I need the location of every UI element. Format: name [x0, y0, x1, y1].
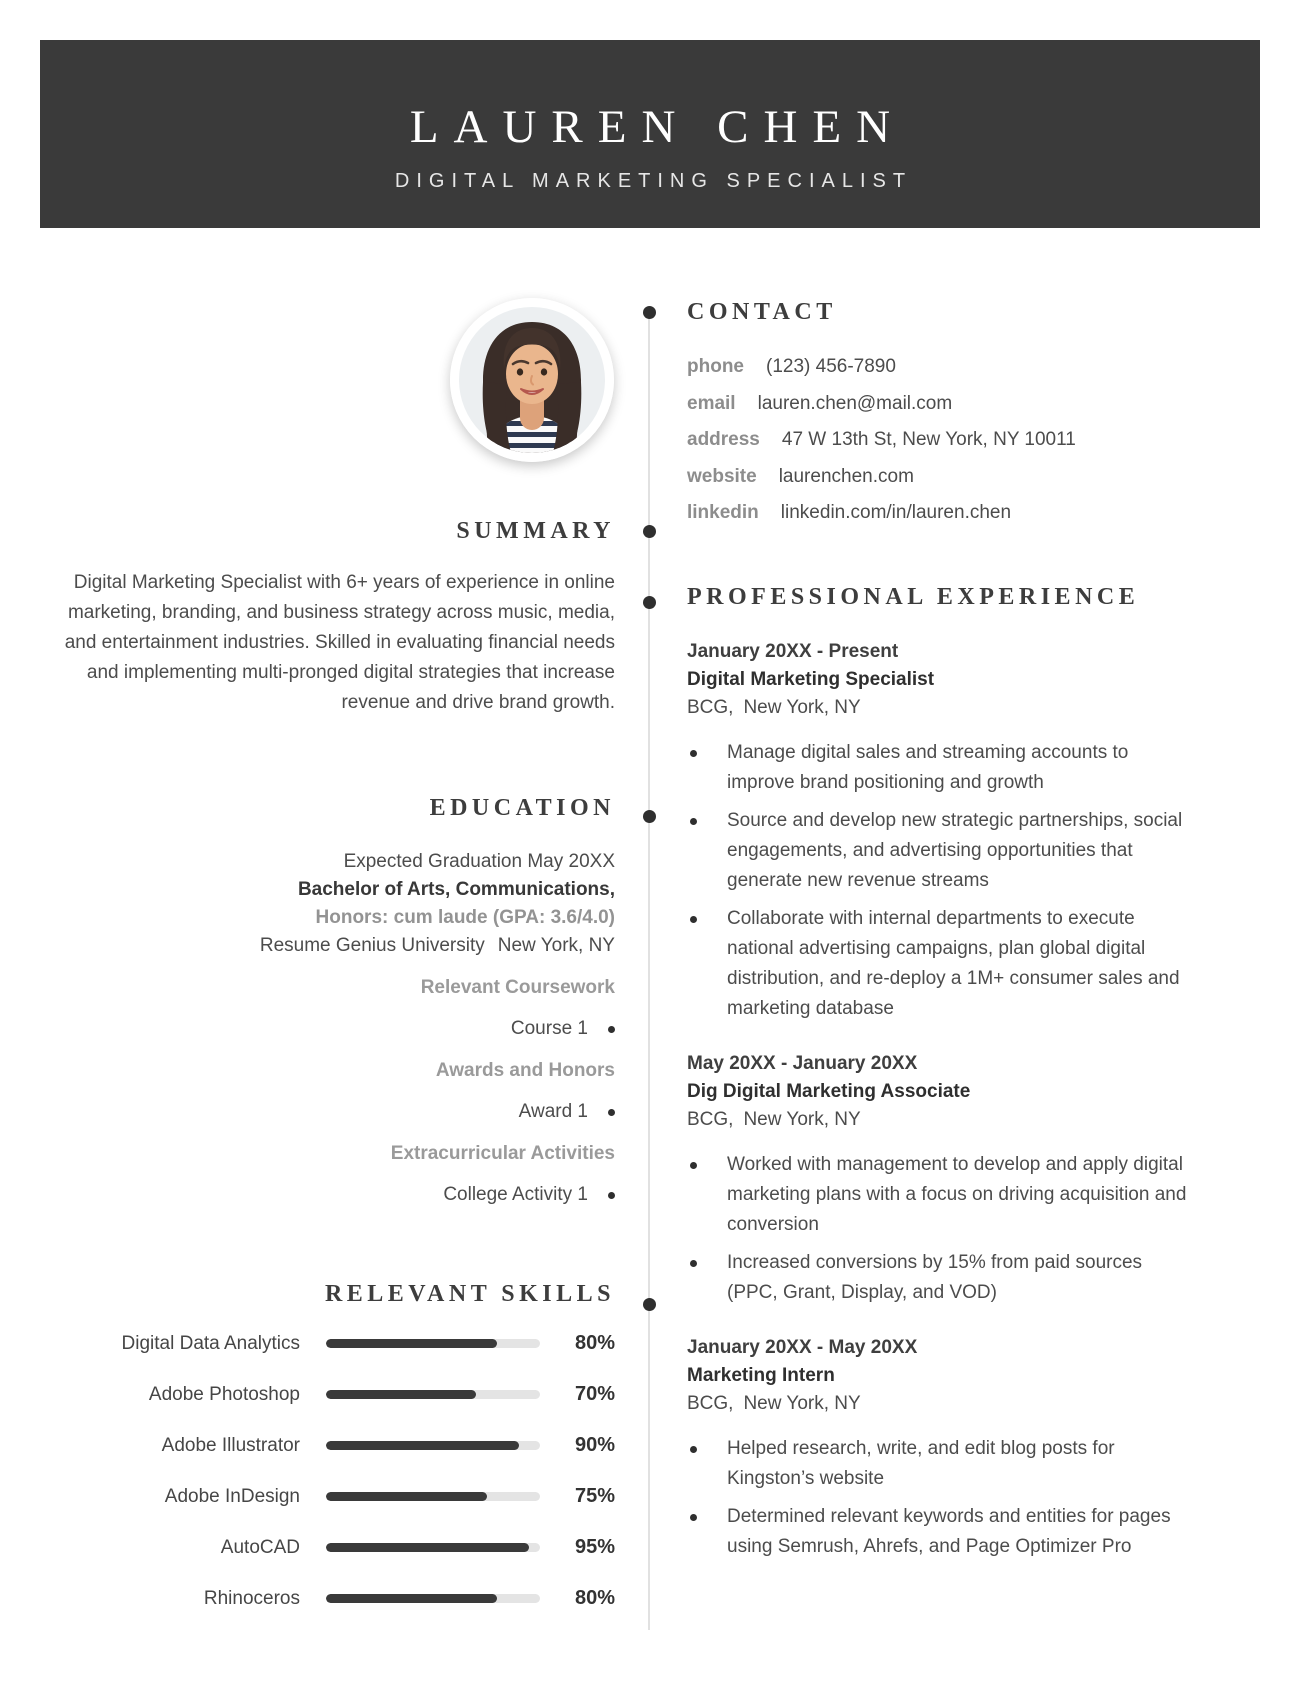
skill-name: Digital Data Analytics — [121, 1332, 300, 1354]
contact-value: laurenchen.com — [778, 465, 914, 487]
summary-section — [45, 516, 615, 718]
job-bullet — [687, 806, 1192, 896]
education-item-text: Award 1 — [518, 1101, 588, 1122]
job-company-line — [687, 1390, 1192, 1418]
job-bullet-list — [687, 1150, 1192, 1308]
skill-row — [45, 1573, 615, 1624]
skill-name: Rhinoceros — [203, 1587, 300, 1609]
skill-percent: 80% — [574, 1587, 615, 1609]
bullet-dot-icon — [608, 1109, 615, 1116]
education-item-text: Course 1 — [510, 1018, 588, 1039]
contact-row — [687, 499, 1192, 527]
experience-section — [687, 582, 1192, 1570]
job-entry — [687, 1334, 1192, 1562]
job-bullet — [687, 1434, 1192, 1494]
job-bullet — [687, 1502, 1192, 1562]
job-location: New York, NY — [743, 1393, 861, 1414]
job-bullet-text: Determined relevant keywords and entities for pages using Semrush, Ahrefs, and Page Optimizer Pro — [727, 1506, 1171, 1557]
timeline-dot-education — [643, 810, 656, 823]
job-entry — [687, 1050, 1192, 1308]
contact-heading: CONTACT — [687, 299, 837, 325]
skills-section — [45, 1279, 615, 1624]
job-company-line — [687, 1106, 1192, 1134]
bullet-dot-icon — [608, 1026, 615, 1033]
education-group-item — [45, 1015, 615, 1043]
education-item-text: College Activity 1 — [443, 1184, 588, 1205]
skill-row — [45, 1420, 615, 1471]
header-banner — [40, 40, 1260, 228]
bullet-dot-icon — [690, 750, 697, 757]
contact-label: website — [687, 465, 757, 487]
skill-name: Adobe Photoshop — [148, 1383, 300, 1405]
contact-value: 47 W 13th St, New York, NY 10011 — [781, 429, 1076, 450]
job-bullet-text: Manage digital sales and streaming accounts to improve brand positioning and growth — [727, 742, 1129, 793]
skill-percent: 75% — [574, 1485, 615, 1507]
bullet-dot-icon — [690, 1260, 697, 1267]
bullet-dot-icon — [608, 1192, 615, 1199]
job-dates: January 20XX - Present — [687, 641, 899, 662]
timeline-dot-experience — [643, 596, 656, 609]
skill-bar-track — [326, 1492, 540, 1501]
bullet-dot-icon — [690, 818, 697, 825]
education-section — [45, 793, 615, 1209]
education-location: New York, NY — [497, 935, 615, 956]
skill-percent: 95% — [574, 1536, 615, 1558]
education-honors: Honors: cum laude (GPA: 3.6/4.0) — [315, 907, 615, 928]
profile-photo — [450, 298, 614, 462]
job-bullet-list — [687, 738, 1192, 1024]
bullet-dot-icon — [690, 1162, 697, 1169]
job-company-line — [687, 694, 1192, 722]
skill-bar-fill — [326, 1594, 497, 1603]
skill-bar-fill — [326, 1492, 487, 1501]
skill-row — [45, 1369, 615, 1420]
job-bullet-text: Collaborate with internal departments to execute national advertising campaigns, plan global digital distribution, and re-deploy a 1M+ consumer sales and marketing database — [727, 908, 1180, 1019]
timeline-dot-skills — [643, 1298, 656, 1311]
person-name: LAUREN CHEN — [409, 101, 906, 153]
job-dates: January 20XX - May 20XX — [687, 1337, 918, 1358]
job-company: BCG, — [687, 1109, 734, 1130]
job-bullet-text: Source and develop new strategic partnerships, social engagements, and advertising opportunities that generate new revenue streams — [727, 810, 1183, 891]
skill-row — [45, 1522, 615, 1573]
summary-text: Digital Marketing Specialist with 6+ years of experience in online marketing, branding, and business strategy across music, media, and entertainment industries. Skilled in evaluating financial needs and implementing multi-pronged digital strategies that increase revenue and drive brand growth. — [64, 572, 615, 713]
education-group-item — [45, 1181, 615, 1209]
job-location: New York, NY — [743, 697, 861, 718]
education-school: Resume Genius University — [259, 935, 485, 956]
skill-bar-track — [326, 1390, 540, 1399]
contact-label: email — [687, 392, 736, 414]
job-location: New York, NY — [743, 1109, 861, 1130]
skill-bar-fill — [326, 1441, 519, 1450]
job-bullet — [687, 1150, 1192, 1240]
job-dates: May 20XX - January 20XX — [687, 1053, 918, 1074]
skill-bar-fill — [326, 1543, 529, 1552]
bullet-dot-icon — [690, 1446, 697, 1453]
contact-value: (123) 456-7890 — [766, 356, 896, 377]
education-degree: Bachelor of Arts, Communications, — [297, 879, 615, 900]
job-bullet-text: Helped research, write, and edit blog posts for Kingston’s website — [727, 1438, 1115, 1489]
experience-heading: PROFESSIONAL EXPERIENCE — [687, 584, 1140, 610]
bullet-dot-icon — [690, 1514, 697, 1521]
contact-row — [687, 390, 1192, 418]
job-company: BCG, — [687, 1393, 734, 1414]
job-title: Digital Marketing Specialist — [687, 669, 935, 690]
skill-name: Adobe InDesign — [164, 1485, 300, 1507]
skill-percent: 80% — [574, 1332, 615, 1354]
job-company: BCG, — [687, 697, 734, 718]
education-graduation: Expected Graduation May 20XX — [343, 851, 615, 872]
education-group-label: Extracurricular Activities — [390, 1143, 615, 1164]
job-title: Marketing Intern — [687, 1365, 835, 1386]
education-heading: EDUCATION — [429, 795, 615, 821]
contact-row — [687, 426, 1192, 454]
skill-row — [45, 1471, 615, 1522]
skill-percent: 90% — [574, 1434, 615, 1456]
bullet-dot-icon — [690, 916, 697, 923]
contact-value: linkedin.com/in/lauren.chen — [780, 502, 1012, 523]
contact-label: linkedin — [687, 502, 759, 523]
education-school-row — [45, 932, 615, 960]
skill-bar-track — [326, 1441, 540, 1450]
person-job-title: DIGITAL MARKETING SPECIALIST — [394, 170, 913, 192]
job-bullet — [687, 738, 1192, 798]
skill-bar-track — [326, 1594, 540, 1603]
skill-bar-track — [326, 1339, 540, 1348]
skill-bar-track — [326, 1543, 540, 1552]
education-group-item — [45, 1098, 615, 1126]
contact-row — [687, 353, 1192, 381]
job-bullet-text: Increased conversions by 15% from paid sources (PPC, Grant, Display, and VOD) — [727, 1252, 1143, 1303]
education-group-label: Relevant Coursework — [420, 977, 615, 998]
skill-row — [45, 1318, 615, 1369]
education-group-label: Awards and Honors — [435, 1060, 615, 1081]
job-entry — [687, 638, 1192, 1024]
summary-heading: SUMMARY — [456, 518, 615, 544]
skill-name: Adobe Illustrator — [161, 1434, 300, 1456]
job-bullet — [687, 1248, 1192, 1308]
contact-label: phone — [687, 356, 744, 377]
skill-name: AutoCAD — [220, 1536, 300, 1558]
timeline-divider — [648, 312, 650, 1630]
person-avatar-icon — [450, 298, 614, 462]
contact-section — [687, 297, 1192, 536]
timeline-dot-contact — [643, 306, 656, 319]
job-bullet-list — [687, 1434, 1192, 1562]
timeline-dot-summary — [643, 525, 656, 538]
skills-heading: RELEVANT SKILLS — [324, 1281, 615, 1307]
contact-label: address — [687, 429, 760, 450]
job-bullet-text: Worked with management to develop and apply digital marketing plans with a focus on driving acquisition and conversion — [727, 1154, 1187, 1235]
skill-bar-fill — [326, 1390, 476, 1399]
skill-percent: 70% — [574, 1383, 615, 1405]
contact-value: lauren.chen@mail.com — [757, 392, 953, 414]
contact-row — [687, 463, 1192, 491]
skill-bar-fill — [326, 1339, 497, 1348]
job-bullet — [687, 904, 1192, 1024]
job-title: Dig Digital Marketing Associate — [687, 1081, 971, 1102]
